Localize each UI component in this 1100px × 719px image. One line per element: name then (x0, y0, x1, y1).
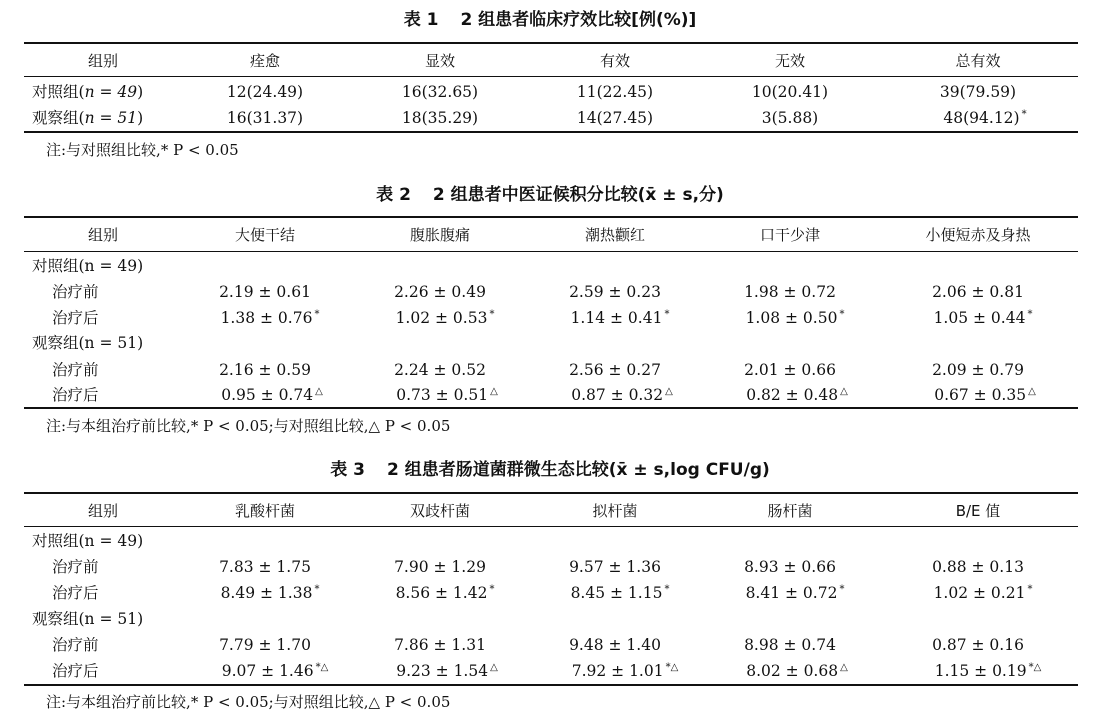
table2-caption: 2 组患者中医证候积分比较(x̄ ± s,分) (432, 185, 724, 205)
table3-cell-marked: 1.15 ± 0.19 *△ (934, 661, 1042, 680)
table1-row-control-label: 对照组(n = 49) (32, 83, 144, 101)
table3-top-rule (24, 492, 1078, 494)
table1-header-markedly-effective: 显效 (424, 52, 456, 70)
table2-cell-marked: 0.95 ± 0.74 △ (221, 385, 323, 404)
table1-cell: 10(20.41) (751, 83, 829, 101)
table1-cell: 14(27.45) (576, 109, 654, 127)
table2-title (0, 184, 1100, 206)
significance-mark: △ (490, 385, 498, 397)
table1-note: 注:与对照组比较,* P < 0.05 (46, 141, 239, 159)
table3-cell: 9.48 ± 1.40 (569, 636, 661, 654)
table1-cell: 18(35.29) (401, 109, 479, 127)
significance-mark: *△ (315, 661, 329, 673)
table3-bottom-rule (24, 684, 1078, 686)
table2-cell: 1.98 ± 0.72 (744, 283, 836, 301)
table1-title (0, 9, 1100, 31)
table2-row-label: 治疗前 (52, 283, 99, 301)
significance-mark: △ (840, 385, 848, 397)
table2-bottom-rule (24, 407, 1078, 409)
table2-cell: 2.59 ± 0.23 (569, 283, 661, 301)
table1-header-ineffective: 无效 (774, 52, 806, 70)
table1-header-effective: 有效 (599, 52, 631, 70)
table3-cell: 8.93 ± 0.66 (744, 558, 836, 576)
table3-cell-marked: 8.45 ± 1.15 * (570, 583, 670, 602)
table2-cell-marked: 1.02 ± 0.53 * (395, 308, 495, 327)
significance-mark: * (1027, 308, 1033, 320)
table3-title (0, 459, 1100, 481)
table1-cell: 16(32.65) (401, 83, 479, 101)
significance-mark: * (314, 583, 320, 595)
table2-header-col1: 大便干结 (234, 226, 296, 244)
table2-cell-marked: 1.38 ± 0.76 * (220, 308, 320, 327)
significance-mark: △ (665, 385, 673, 397)
table1-label: 表 1 (403, 10, 439, 30)
table2-label: 表 2 (376, 185, 411, 205)
table3-row-label: 治疗前 (52, 558, 99, 576)
table2-top-rule (24, 216, 1078, 218)
table2-cell-marked: 0.82 ± 0.48 △ (746, 385, 848, 404)
table1-caption: 2 组患者临床疗效比较[例(%)] (460, 10, 697, 30)
significance-mark: * (664, 308, 670, 320)
table2-header-col3: 潮热颧红 (584, 226, 646, 244)
table3-cell: 9.57 ± 1.36 (569, 558, 661, 576)
table2-header-col5: 小便短赤及身热 (925, 226, 1031, 244)
significance-mark: △ (490, 661, 498, 673)
table2-group-control: 对照组(n = 49) (32, 257, 144, 275)
table2-header-group: 组别 (87, 226, 119, 244)
table2-cell-marked: 1.08 ± 0.50 * (745, 308, 845, 327)
significance-mark: △ (840, 661, 848, 673)
significance-mark: *△ (665, 661, 679, 673)
table3-cell-marked: 8.41 ± 0.72 * (745, 583, 845, 602)
table2-cell-marked: 0.87 ± 0.32 △ (571, 385, 673, 404)
table3-header-group: 组别 (87, 502, 119, 520)
significance-mark: *△ (1028, 661, 1042, 673)
significance-mark: * (1021, 108, 1027, 120)
table2-cell: 2.01 ± 0.66 (744, 361, 836, 379)
table3-label: 表 3 (330, 460, 365, 480)
table3-cell: 8.98 ± 0.74 (744, 636, 836, 654)
table3-note: 注:与本组治疗前比较,* P < 0.05;与对照组比较,△ P < 0.05 (46, 693, 451, 711)
table3-row-label: 治疗后 (52, 584, 99, 602)
table2-header-col2: 腹胀腹痛 (409, 226, 471, 244)
table3-row-label: 治疗前 (52, 636, 99, 654)
table1-header-cured: 痊愈 (249, 52, 281, 70)
significance-mark: * (839, 308, 845, 320)
table3-cell: 7.86 ± 1.31 (394, 636, 486, 654)
table3-caption: 2 组患者肠道菌群微生态比较(x̄ ± s,log CFU/g) (386, 460, 770, 480)
table2-note: 注:与本组治疗前比较,* P < 0.05;与对照组比较,△ P < 0.05 (46, 417, 451, 435)
table1-header-group: 组别 (87, 52, 119, 70)
table1-cell: 39(79.59) (939, 83, 1017, 101)
table1-top-rule (24, 42, 1078, 44)
table3-cell-marked: 8.02 ± 0.68 △ (746, 661, 848, 680)
table3-cell-marked: 8.56 ± 1.42 * (395, 583, 495, 602)
table2-header-rule (24, 251, 1078, 252)
table1-cell: 12(24.49) (226, 83, 304, 101)
table2-cell: 2.26 ± 0.49 (394, 283, 486, 301)
table3-header-col2: 双歧杆菌 (409, 502, 471, 520)
table2-row-label: 治疗前 (52, 361, 99, 379)
table3-cell-marked: 8.49 ± 1.38 * (220, 583, 320, 602)
table3-cell-marked: 7.92 ± 1.01 *△ (571, 661, 679, 680)
table3-cell: 0.87 ± 0.16 (932, 636, 1024, 654)
table1-header-rule (24, 76, 1078, 77)
table3-cell: 7.79 ± 1.70 (219, 636, 311, 654)
significance-mark: * (489, 583, 495, 595)
table2-cell: 2.09 ± 0.79 (932, 361, 1024, 379)
significance-mark: * (664, 583, 670, 595)
table2-header-col4: 口干少津 (759, 226, 821, 244)
significance-mark: △ (315, 385, 323, 397)
table1-cell-marked: 48(94.12) * (943, 108, 1027, 127)
table3-header-col1: 乳酸杆菌 (234, 502, 296, 520)
table2-cell-marked: 0.73 ± 0.51 △ (396, 385, 498, 404)
table2-cell: 2.19 ± 0.61 (219, 283, 311, 301)
table3-group-control: 对照组(n = 49) (32, 532, 144, 550)
significance-mark: △ (1028, 385, 1036, 397)
table3-cell-marked: 1.02 ± 0.21 * (933, 583, 1033, 602)
table3-cell-marked: 9.07 ± 1.46 *△ (221, 661, 329, 680)
table1-cell: 16(31.37) (226, 109, 304, 127)
table3-cell: 7.90 ± 1.29 (394, 558, 486, 576)
table2-cell: 2.56 ± 0.27 (569, 361, 661, 379)
significance-mark: * (839, 583, 845, 595)
significance-mark: * (314, 308, 320, 320)
table3-header-col5: B/E 值 (955, 502, 1001, 520)
table3-group-observation: 观察组(n = 51) (32, 610, 144, 628)
table1-header-total-effective: 总有效 (955, 52, 1001, 70)
table2-cell: 2.06 ± 0.81 (932, 283, 1024, 301)
table2-cell-marked: 0.67 ± 0.35 △ (934, 385, 1036, 404)
table2-row-label: 治疗后 (52, 309, 99, 327)
significance-mark: * (1027, 583, 1033, 595)
table2-cell: 2.16 ± 0.59 (219, 361, 311, 379)
table3-header-col3: 拟杆菌 (592, 502, 638, 520)
table1-cell: 11(22.45) (576, 83, 654, 101)
table3-cell: 7.83 ± 1.75 (219, 558, 311, 576)
table2-cell-marked: 1.14 ± 0.41 * (570, 308, 670, 327)
table3-row-label: 治疗后 (52, 662, 99, 680)
table3-cell: 0.88 ± 0.13 (932, 558, 1024, 576)
significance-mark: * (489, 308, 495, 320)
table2-cell-marked: 1.05 ± 0.44 * (933, 308, 1033, 327)
table2-row-label: 治疗后 (52, 386, 99, 404)
table2-cell: 2.24 ± 0.52 (394, 361, 486, 379)
table3-cell-marked: 9.23 ± 1.54 △ (396, 661, 498, 680)
table3-header-rule (24, 526, 1078, 527)
table3-header-col4: 肠杆菌 (767, 502, 813, 520)
table1-bottom-rule (24, 131, 1078, 133)
table1-row-observation-label: 观察组(n = 51) (32, 109, 144, 127)
table2-group-observation: 观察组(n = 51) (32, 334, 144, 352)
table1-cell: 3(5.88) (761, 109, 819, 127)
